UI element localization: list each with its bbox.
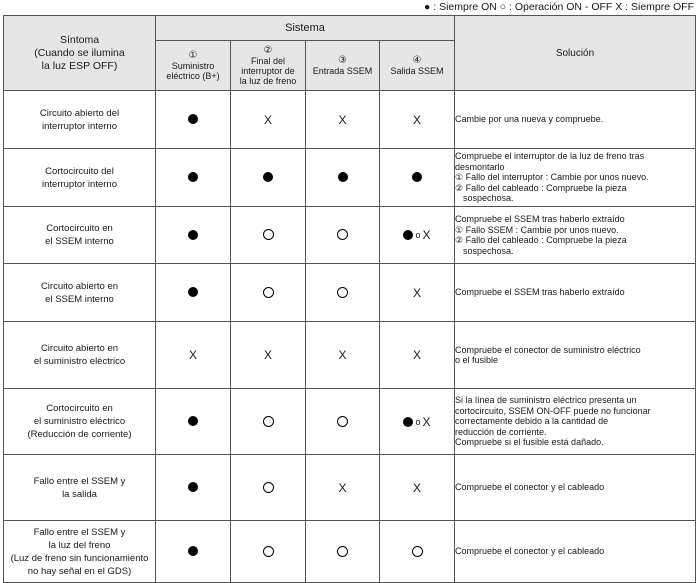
solution-text: ② Fallo del cableado : Compruebe la pieza bbox=[455, 235, 627, 245]
status-cell bbox=[231, 264, 306, 322]
table-row bbox=[4, 207, 696, 264]
column-label: interruptor de bbox=[241, 66, 295, 76]
table-row bbox=[4, 264, 696, 322]
solution-text: reducción de corriente. bbox=[455, 426, 547, 437]
symptom-text: Cortocircuito del bbox=[45, 165, 114, 177]
status-cell bbox=[156, 264, 231, 322]
column-label: la luz de freno bbox=[239, 76, 297, 86]
status-cell bbox=[380, 521, 455, 583]
always-on-icon bbox=[188, 230, 198, 240]
symptom-cell bbox=[4, 207, 156, 264]
table-row bbox=[4, 455, 696, 521]
status-cell bbox=[306, 389, 380, 455]
solution-text: ① Fallo SSEM : Cambie por unos nuevo. bbox=[455, 224, 619, 235]
column-label: Suministro bbox=[171, 61, 215, 71]
symptom-text: la luz del freno bbox=[48, 539, 111, 551]
symptom-text: interruptor interno bbox=[42, 120, 117, 132]
status-cell bbox=[231, 389, 306, 455]
status-cell bbox=[380, 264, 455, 322]
always-off-icon: X bbox=[338, 480, 347, 495]
table-row bbox=[4, 389, 696, 455]
symptom-text: el suministro eléctrico bbox=[33, 416, 126, 427]
symptom-cell bbox=[4, 322, 156, 389]
symptom-text: el SSEM interno bbox=[45, 293, 114, 305]
symptom-cell bbox=[4, 521, 156, 583]
solution-cell bbox=[455, 455, 696, 521]
status-cell bbox=[156, 455, 231, 521]
status-cell bbox=[156, 389, 231, 455]
solution-text: Compruebe el conector de suministro eléctrico bbox=[455, 344, 641, 355]
column-number: ④ bbox=[412, 55, 422, 66]
solution-cell bbox=[455, 322, 696, 389]
status-cell bbox=[156, 207, 231, 264]
symptom-text: Cortocircuito en bbox=[46, 403, 113, 414]
always-on-icon bbox=[188, 287, 198, 297]
solution-cell bbox=[455, 91, 696, 149]
on-off-icon bbox=[412, 546, 423, 557]
always-on-icon bbox=[338, 172, 348, 182]
always-on-icon bbox=[188, 114, 198, 124]
symptom-header-line: Síntoma bbox=[59, 33, 100, 46]
always-off-icon: X bbox=[263, 112, 272, 127]
always-off-icon: X bbox=[412, 285, 421, 300]
always-off-icon: X bbox=[422, 228, 431, 242]
on-off-icon bbox=[337, 287, 348, 298]
solution-cell bbox=[455, 149, 696, 207]
always-on-icon bbox=[263, 172, 273, 182]
on-off-icon bbox=[263, 546, 274, 557]
on-off-icon bbox=[337, 229, 348, 240]
column-number: ③ bbox=[338, 55, 347, 66]
column-label: Final del bbox=[250, 56, 286, 66]
solution-text: ① Fallo del interruptor : Cambie por unos nuevo. bbox=[455, 172, 649, 183]
column-header-ssem-input bbox=[306, 41, 380, 91]
symptom-text: Circuito abierto del bbox=[39, 107, 120, 119]
solution-text: cortocircuito, SSEM ON-OFF puede no funcionar bbox=[455, 405, 651, 416]
symptom-cell bbox=[4, 455, 156, 521]
on-off-icon bbox=[263, 287, 274, 298]
status-cell bbox=[231, 149, 306, 207]
always-off-icon: X bbox=[412, 348, 421, 362]
solution-text: desmontarlo bbox=[455, 161, 505, 172]
solution-text: Compruebe el interruptor de la luz de freno tras bbox=[455, 151, 645, 162]
status-cell bbox=[380, 207, 455, 264]
solution-cell bbox=[455, 389, 696, 455]
status-cell bbox=[156, 322, 231, 389]
status-cell bbox=[231, 91, 306, 149]
solution-text: sospechosa. bbox=[463, 193, 514, 204]
always-off-icon: X bbox=[338, 112, 347, 127]
always-off-icon: X bbox=[338, 348, 347, 362]
solution-text: Compruebe el conector y el cableado bbox=[455, 546, 605, 557]
symptom-header-line: (Cuando se ilumina bbox=[34, 46, 125, 59]
solution-text: sospechosa. bbox=[463, 245, 514, 256]
symptom-text: el suministro eléctrico bbox=[33, 356, 126, 367]
symptom-text: Fallo entre el SSEM y bbox=[33, 526, 126, 538]
solution-text: o el fusible bbox=[455, 355, 499, 365]
status-cell bbox=[306, 207, 380, 264]
status-cell bbox=[231, 322, 306, 389]
always-on-icon bbox=[403, 230, 413, 240]
table-row bbox=[4, 521, 696, 583]
status-cell bbox=[306, 322, 380, 389]
or-text: o bbox=[415, 230, 421, 240]
symptom-cell bbox=[4, 264, 156, 322]
status-cell bbox=[306, 455, 380, 521]
status-cell bbox=[231, 455, 306, 521]
column-header-brake-switch bbox=[231, 41, 306, 91]
solution-cell bbox=[455, 521, 696, 583]
status-cell bbox=[380, 149, 455, 207]
symptom-header-line: la luz ESP OFF) bbox=[41, 59, 118, 72]
or-text: o bbox=[415, 416, 421, 427]
on-off-icon bbox=[263, 416, 274, 427]
always-off-icon: X bbox=[422, 414, 431, 429]
on-off-icon bbox=[337, 416, 348, 427]
solution-text: Compruebe el conector y el cableado bbox=[455, 482, 605, 493]
solution-text: Compruebe el SSEM tras haberlo extraído bbox=[455, 287, 625, 298]
symptom-text: Fallo entre el SSEM y bbox=[33, 475, 126, 487]
always-off-icon: X bbox=[412, 112, 421, 127]
solution-cell bbox=[455, 264, 696, 322]
symptom-text: Circuito abierto en bbox=[40, 343, 119, 354]
solution-text: correctamente debido a la cantidad de bbox=[455, 416, 609, 427]
column-label: Entrada SSEM bbox=[312, 66, 373, 76]
status-cell bbox=[380, 389, 455, 455]
always-on-icon bbox=[188, 546, 198, 556]
table-row bbox=[4, 91, 696, 149]
symptom-header bbox=[4, 16, 156, 91]
status-cell bbox=[306, 264, 380, 322]
always-off-icon: X bbox=[188, 348, 197, 362]
column-header-power bbox=[156, 41, 231, 91]
status-cell bbox=[231, 521, 306, 583]
symptom-cell bbox=[4, 149, 156, 207]
symptom-text: la salida bbox=[62, 488, 97, 500]
solution-text: Compruebe el SSEM tras haberlo extraído bbox=[455, 214, 625, 224]
column-number: ① bbox=[188, 50, 198, 61]
solution-header: Solución bbox=[455, 16, 696, 91]
legend: ● : Siempre ON ○ : Operación ON - OFF X : Siempre OFF bbox=[424, 1, 694, 13]
table-row bbox=[4, 149, 696, 207]
solution-text: Si la línea de suministro eléctrico presenta un bbox=[455, 395, 637, 406]
solution-text: Cambie por una nueva y compruebe. bbox=[455, 114, 604, 125]
column-label: eléctrico (B+) bbox=[166, 71, 220, 81]
column-label: Salida SSEM bbox=[390, 66, 444, 76]
always-off-icon: X bbox=[263, 348, 272, 362]
always-on-icon bbox=[412, 172, 422, 182]
solution-text: ② Fallo del cableado : Compruebe la pieza bbox=[455, 182, 627, 193]
always-on-icon bbox=[403, 417, 413, 427]
symptom-text: interruptor interno bbox=[42, 178, 117, 190]
always-off-icon: X bbox=[412, 480, 421, 495]
always-on-icon bbox=[188, 482, 198, 492]
status-cell bbox=[306, 521, 380, 583]
status-cell bbox=[306, 149, 380, 207]
status-cell bbox=[306, 91, 380, 149]
on-off-icon bbox=[263, 229, 274, 240]
solution-cell bbox=[455, 207, 696, 264]
symptom-text: (Luz de freno sin funcionamiento bbox=[10, 552, 149, 564]
symptom-cell bbox=[4, 389, 156, 455]
symptom-text: no hay señal en el GDS) bbox=[27, 565, 132, 577]
table-row bbox=[4, 322, 696, 389]
symptom-text: Circuito abierto en bbox=[40, 280, 119, 292]
diagnosis-table bbox=[3, 15, 696, 583]
status-cell bbox=[156, 521, 231, 583]
status-cell bbox=[231, 207, 306, 264]
symptom-text: (Reducción de corriente) bbox=[27, 429, 132, 440]
status-cell bbox=[156, 149, 231, 207]
symptom-text: el SSEM interno bbox=[45, 236, 114, 247]
solution-text: Compruebe si el fusible está dañado. bbox=[455, 437, 604, 448]
status-cell bbox=[156, 91, 231, 149]
always-on-icon bbox=[188, 416, 198, 426]
on-off-icon bbox=[263, 482, 274, 493]
on-off-icon bbox=[337, 546, 348, 557]
status-cell bbox=[380, 91, 455, 149]
system-header: Sistema bbox=[156, 16, 455, 41]
status-cell bbox=[380, 455, 455, 521]
column-number: ② bbox=[263, 45, 273, 56]
always-on-icon bbox=[188, 172, 198, 182]
symptom-cell bbox=[4, 91, 156, 149]
column-header-ssem-output bbox=[380, 41, 455, 91]
symptom-text: Cortocircuito en bbox=[46, 223, 113, 234]
status-cell bbox=[380, 322, 455, 389]
